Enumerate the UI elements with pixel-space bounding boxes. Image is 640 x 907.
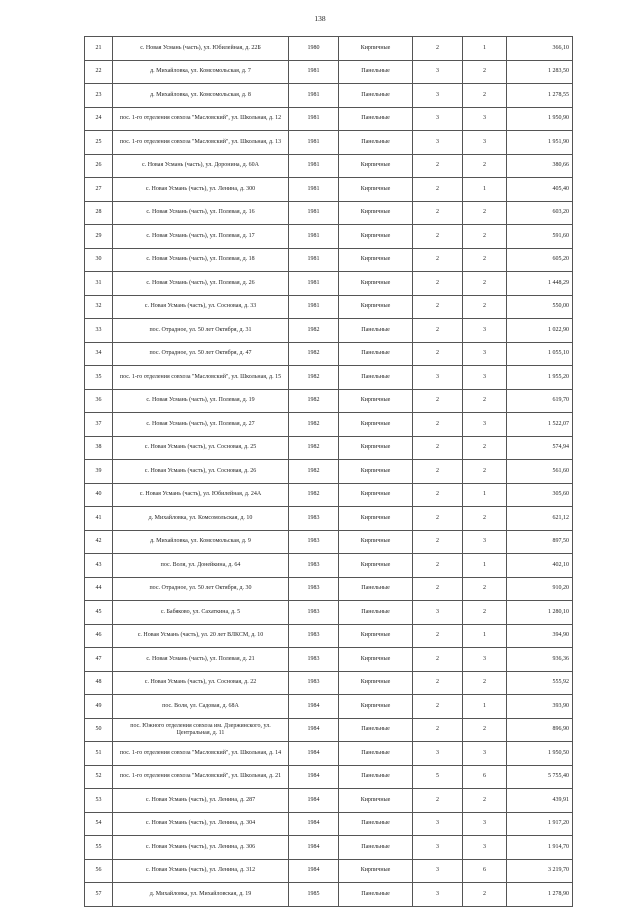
area-cell: 555,92 [507,671,573,695]
wall-material-cell: Кирпичные [339,648,413,672]
address-cell: пос. 1-го отделения совхоза "Масловский", ул. Школьная, д. 12 [113,107,289,131]
area-cell: 1 951,90 [507,131,573,155]
address-cell: пос. 1-го отделения совхоза "Масловский", ул. Школьная, д. 14 [113,742,289,766]
wall-material-cell: Кирпичные [339,272,413,296]
year-built-cell: 1983 [289,624,339,648]
table-row [85,37,573,61]
entrances-cell: 2 [463,507,507,531]
area-cell: 910,20 [507,577,573,601]
floors-cell: 3 [413,883,463,907]
year-built-cell: 1981 [289,60,339,84]
wall-material-cell: Кирпичные [339,154,413,178]
floors-cell: 2 [413,436,463,460]
row-index: 52 [85,765,113,789]
table-row [85,107,573,131]
year-built-cell: 1982 [289,342,339,366]
entrances-cell: 2 [463,295,507,319]
row-index: 33 [85,319,113,343]
table-row [85,60,573,84]
year-built-cell: 1981 [289,295,339,319]
table-row [85,413,573,437]
area-cell: 1 280,10 [507,601,573,625]
address-cell: пос. Отрадное, ул. 50 лет Октября, д. 31 [113,319,289,343]
address-cell: пос. Воля, ул. Садовая, д. 68А [113,695,289,719]
row-index: 43 [85,554,113,578]
row-index: 47 [85,648,113,672]
year-built-cell: 1984 [289,695,339,719]
row-index: 38 [85,436,113,460]
area-cell: 1 283,50 [507,60,573,84]
year-built-cell: 1981 [289,201,339,225]
entrances-cell: 3 [463,319,507,343]
address-cell: пос. 1-го отделения совхоза "Масловский", ул. Школьная, д. 13 [113,131,289,155]
address-cell: с. Новая Усмань (часть), ул. Полевая, д. 18 [113,248,289,272]
floors-cell: 3 [413,107,463,131]
wall-material-cell: Панельные [339,60,413,84]
table-row [85,460,573,484]
year-built-cell: 1980 [289,37,339,61]
area-cell: 550,00 [507,295,573,319]
floors-cell: 2 [413,577,463,601]
row-index: 28 [85,201,113,225]
table-row [85,131,573,155]
area-cell: 1 278,90 [507,883,573,907]
address-cell: с. Новая Усмань (часть), ул. Полевая, д. 17 [113,225,289,249]
row-index: 54 [85,812,113,836]
wall-material-cell: Панельные [339,577,413,601]
year-built-cell: 1982 [289,366,339,390]
entrances-cell: 3 [463,648,507,672]
address-cell: с. Новая Усмань (часть), ул. Ленина, д. 312 [113,859,289,883]
table-row [85,389,573,413]
address-cell: с. Новая Усмань (часть), ул. Сосновая, д. 33 [113,295,289,319]
table-row [85,342,573,366]
entrances-cell: 3 [463,366,507,390]
address-cell: с. Новая Усмань (часть), ул. Доронина, д. 60А [113,154,289,178]
wall-material-cell: Кирпичные [339,483,413,507]
row-index: 37 [85,413,113,437]
wall-material-cell: Кирпичные [339,413,413,437]
row-index: 25 [85,131,113,155]
address-cell: с. Новая Усмань (часть), ул. Полевая, д. 21 [113,648,289,672]
address-cell: с. Новая Усмань (часть), ул. Полевая, д. 27 [113,413,289,437]
row-index: 42 [85,530,113,554]
area-cell: 619,70 [507,389,573,413]
floors-cell: 3 [413,131,463,155]
address-cell: с. Новая Усмань (часть), ул. Полевая, д. 16 [113,201,289,225]
year-built-cell: 1983 [289,601,339,625]
floors-cell: 3 [413,601,463,625]
area-cell: 366,10 [507,37,573,61]
wall-material-cell: Кирпичные [339,248,413,272]
wall-material-cell: Кирпичные [339,507,413,531]
entrances-cell: 3 [463,131,507,155]
address-cell: с. Новая Усмань (часть), ул. Сосновая, д. 26 [113,460,289,484]
table-row [85,742,573,766]
floors-cell: 3 [413,812,463,836]
wall-material-cell: Панельные [339,601,413,625]
entrances-cell: 2 [463,272,507,296]
entrances-cell: 2 [463,389,507,413]
year-built-cell: 1983 [289,648,339,672]
address-cell: с. Новая Усмань (часть), ул. Сосновая, д. 22 [113,671,289,695]
year-built-cell: 1984 [289,765,339,789]
entrances-cell: 2 [463,577,507,601]
year-built-cell: 1981 [289,272,339,296]
wall-material-cell: Кирпичные [339,295,413,319]
row-index: 46 [85,624,113,648]
floors-cell: 2 [413,695,463,719]
address-cell: с. Новая Усмань (часть), ул. Ленина, д. 300 [113,178,289,202]
area-cell: 394,90 [507,624,573,648]
wall-material-cell: Панельные [339,366,413,390]
row-index: 26 [85,154,113,178]
area-cell: 1 522,07 [507,413,573,437]
floors-cell: 2 [413,201,463,225]
year-built-cell: 1982 [289,389,339,413]
row-index: 51 [85,742,113,766]
page-number: 138 [314,14,326,23]
year-built-cell: 1982 [289,436,339,460]
row-index: 57 [85,883,113,907]
floors-cell: 2 [413,319,463,343]
entrances-cell: 2 [463,225,507,249]
entrances-cell: 1 [463,483,507,507]
row-index: 55 [85,836,113,860]
floors-cell: 3 [413,836,463,860]
year-built-cell: 1984 [289,718,339,742]
address-cell: с. Новая Усмань (часть), ул. Полевая, д. 19 [113,389,289,413]
entrances-cell: 1 [463,695,507,719]
row-index: 29 [85,225,113,249]
table-row [85,319,573,343]
wall-material-cell: Панельные [339,765,413,789]
year-built-cell: 1984 [289,859,339,883]
table-row [85,225,573,249]
area-cell: 1 022,90 [507,319,573,343]
area-cell: 591,60 [507,225,573,249]
table-body [85,37,573,907]
address-cell: с. Новая Усмань (часть), ул. Ленина, д. 304 [113,812,289,836]
table-row [85,272,573,296]
housing-registry-table [84,36,573,907]
wall-material-cell: Панельные [339,812,413,836]
area-cell: 439,91 [507,789,573,813]
area-cell: 1 950,90 [507,107,573,131]
floors-cell: 2 [413,248,463,272]
area-cell: 621,12 [507,507,573,531]
year-built-cell: 1982 [289,460,339,484]
address-cell: д. Михайловка, ул. Михайловская, д. 19 [113,883,289,907]
table-row [85,248,573,272]
area-cell: 1 055,10 [507,342,573,366]
row-index: 31 [85,272,113,296]
row-index: 36 [85,389,113,413]
floors-cell: 3 [413,742,463,766]
year-built-cell: 1981 [289,248,339,272]
floors-cell: 3 [413,859,463,883]
entrances-cell: 2 [463,248,507,272]
year-built-cell: 1983 [289,507,339,531]
year-built-cell: 1984 [289,812,339,836]
area-cell: 3 219,70 [507,859,573,883]
table-row [85,765,573,789]
address-cell: с. Новая Усмань (часть), ул. Полевая, д. 26 [113,272,289,296]
entrances-cell: 3 [463,107,507,131]
floors-cell: 2 [413,483,463,507]
entrances-cell: 2 [463,60,507,84]
area-cell: 936,36 [507,648,573,672]
area-cell: 305,60 [507,483,573,507]
entrances-cell: 2 [463,436,507,460]
table-row [85,366,573,390]
year-built-cell: 1981 [289,154,339,178]
entrances-cell: 3 [463,812,507,836]
floors-cell: 2 [413,460,463,484]
year-built-cell: 1981 [289,107,339,131]
entrances-cell: 6 [463,859,507,883]
address-cell: д. Михайловка, ул. Комсомольская, д. 9 [113,530,289,554]
year-built-cell: 1983 [289,671,339,695]
area-cell: 405,40 [507,178,573,202]
wall-material-cell: Панельные [339,342,413,366]
year-built-cell: 1981 [289,178,339,202]
address-cell: с. Новая Усмань (часть), ул. Юбилейная, д. 22Б [113,37,289,61]
entrances-cell: 2 [463,883,507,907]
table-row [85,836,573,860]
entrances-cell: 2 [463,154,507,178]
entrances-cell: 3 [463,342,507,366]
row-index: 34 [85,342,113,366]
area-cell: 896,90 [507,718,573,742]
entrances-cell: 2 [463,718,507,742]
entrances-cell: 2 [463,460,507,484]
area-cell: 897,50 [507,530,573,554]
wall-material-cell: Кирпичные [339,554,413,578]
entrances-cell: 2 [463,201,507,225]
wall-material-cell: Кирпичные [339,460,413,484]
year-built-cell: 1985 [289,883,339,907]
wall-material-cell: Панельные [339,107,413,131]
address-cell: пос. Южного отделения совхоза им. Дзержинского, ул. Центральная, д. 11 [113,718,289,742]
area-cell: 1 278,55 [507,84,573,108]
floors-cell: 2 [413,178,463,202]
floors-cell: 2 [413,272,463,296]
table-row [85,601,573,625]
area-cell: 603,20 [507,201,573,225]
address-cell: с. Новая Усмань (часть), ул. Ленина, д. 287 [113,789,289,813]
address-cell: с. Новая Усмань (часть), ул. 20 лет ВЛКСМ, д. 10 [113,624,289,648]
wall-material-cell: Панельные [339,742,413,766]
wall-material-cell: Кирпичные [339,789,413,813]
wall-material-cell: Кирпичные [339,530,413,554]
floors-cell: 2 [413,154,463,178]
row-index: 40 [85,483,113,507]
address-cell: с. Бабяково, ул. Сахаткина, д. 5 [113,601,289,625]
row-index: 44 [85,577,113,601]
address-cell: с. Новая Усмань (часть), ул. Юбилейная, д. 24А [113,483,289,507]
area-cell: 605,20 [507,248,573,272]
floors-cell: 2 [413,295,463,319]
entrances-cell: 3 [463,413,507,437]
wall-material-cell: Панельные [339,718,413,742]
area-cell: 561,60 [507,460,573,484]
table-row [85,295,573,319]
row-index: 21 [85,37,113,61]
wall-material-cell: Кирпичные [339,695,413,719]
table-row [85,577,573,601]
row-index: 50 [85,718,113,742]
year-built-cell: 1983 [289,554,339,578]
row-index: 41 [85,507,113,531]
area-cell: 1 914,70 [507,836,573,860]
area-cell: 1 950,50 [507,742,573,766]
year-built-cell: 1984 [289,836,339,860]
table-row [85,859,573,883]
floors-cell: 2 [413,389,463,413]
entrances-cell: 6 [463,765,507,789]
row-index: 23 [85,84,113,108]
year-built-cell: 1982 [289,413,339,437]
table-row [85,436,573,460]
table-row [85,648,573,672]
floors-cell: 2 [413,624,463,648]
address-cell: с. Новая Усмань (часть), ул. Ленина, д. 306 [113,836,289,860]
row-index: 32 [85,295,113,319]
wall-material-cell: Кирпичные [339,671,413,695]
area-cell: 574,94 [507,436,573,460]
address-cell: с. Новая Усмань (часть), ул. Сосновая, д. 25 [113,436,289,460]
wall-material-cell: Панельные [339,84,413,108]
row-index: 30 [85,248,113,272]
table-row [85,812,573,836]
entrances-cell: 2 [463,789,507,813]
area-cell: 393,90 [507,695,573,719]
floors-cell: 5 [413,765,463,789]
floors-cell: 2 [413,530,463,554]
row-index: 53 [85,789,113,813]
row-index: 35 [85,366,113,390]
floors-cell: 3 [413,84,463,108]
address-cell: пос. 1-го отделения совхоза "Масловский", ул. Школьная, д. 15 [113,366,289,390]
row-index: 27 [85,178,113,202]
floors-cell: 2 [413,342,463,366]
table-row [85,789,573,813]
table-row [85,483,573,507]
area-cell: 5 755,40 [507,765,573,789]
floors-cell: 2 [413,37,463,61]
year-built-cell: 1982 [289,319,339,343]
table-row [85,695,573,719]
floors-cell: 2 [413,671,463,695]
address-cell: пос. 1-го отделения совхоза "Масловский", ул. Школьная, д. 21 [113,765,289,789]
row-index: 45 [85,601,113,625]
row-index: 22 [85,60,113,84]
wall-material-cell: Кирпичные [339,624,413,648]
year-built-cell: 1983 [289,530,339,554]
year-built-cell: 1984 [289,742,339,766]
wall-material-cell: Кирпичные [339,178,413,202]
entrances-cell: 1 [463,624,507,648]
table-row [85,507,573,531]
row-index: 49 [85,695,113,719]
entrances-cell: 1 [463,37,507,61]
table-row [85,624,573,648]
year-built-cell: 1981 [289,225,339,249]
area-cell: 1 917,20 [507,812,573,836]
address-cell: д. Михайловка, ул. Комсомольская, д. 10 [113,507,289,531]
table-row [85,84,573,108]
row-index: 48 [85,671,113,695]
year-built-cell: 1982 [289,483,339,507]
wall-material-cell: Панельные [339,319,413,343]
floors-cell: 2 [413,789,463,813]
entrances-cell: 2 [463,671,507,695]
table-row [85,554,573,578]
table-row [85,718,573,742]
entrances-cell: 3 [463,742,507,766]
entrances-cell: 3 [463,530,507,554]
row-index: 39 [85,460,113,484]
wall-material-cell: Кирпичные [339,37,413,61]
year-built-cell: 1981 [289,131,339,155]
address-cell: д. Михайловка, ул. Комсомольская, д. 8 [113,84,289,108]
year-built-cell: 1984 [289,789,339,813]
wall-material-cell: Кирпичные [339,859,413,883]
entrances-cell: 1 [463,178,507,202]
wall-material-cell: Панельные [339,131,413,155]
wall-material-cell: Кирпичные [339,389,413,413]
table-row [85,201,573,225]
floors-cell: 3 [413,60,463,84]
area-cell: 402,10 [507,554,573,578]
floors-cell: 3 [413,366,463,390]
table-row [85,883,573,907]
address-cell: пос. Воля, ул. Донейкина, д. 64 [113,554,289,578]
table-row [85,154,573,178]
address-cell: пос. Отрадное, ул. 50 лет Октября, д. 47 [113,342,289,366]
row-index: 24 [85,107,113,131]
area-cell: 1 448,29 [507,272,573,296]
floors-cell: 2 [413,648,463,672]
address-cell: д. Михайловка, ул. Комсомольская, д. 7 [113,60,289,84]
floors-cell: 2 [413,507,463,531]
wall-material-cell: Кирпичные [339,436,413,460]
wall-material-cell: Панельные [339,883,413,907]
floors-cell: 2 [413,225,463,249]
table-row [85,178,573,202]
area-cell: 380,66 [507,154,573,178]
floors-cell: 2 [413,413,463,437]
year-built-cell: 1983 [289,577,339,601]
row-index: 56 [85,859,113,883]
wall-material-cell: Кирпичные [339,225,413,249]
entrances-cell: 3 [463,836,507,860]
floors-cell: 2 [413,718,463,742]
area-cell: 1 955,20 [507,366,573,390]
table-row [85,530,573,554]
wall-material-cell: Кирпичные [339,201,413,225]
entrances-cell: 2 [463,601,507,625]
entrances-cell: 1 [463,554,507,578]
entrances-cell: 2 [463,84,507,108]
address-cell: пос. Отрадное, ул. 50 лет Октября, д. 30 [113,577,289,601]
table-row [85,671,573,695]
wall-material-cell: Панельные [339,836,413,860]
floors-cell: 2 [413,554,463,578]
year-built-cell: 1981 [289,84,339,108]
